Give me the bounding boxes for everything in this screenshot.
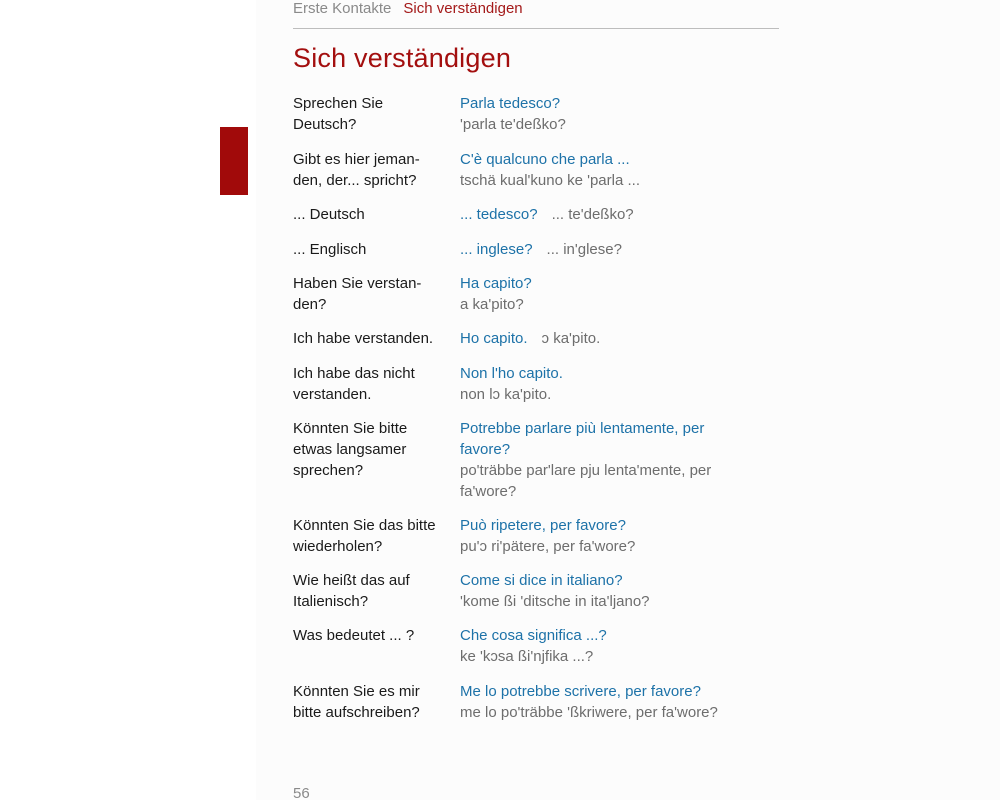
german-phrase: Haben Sie verstan- den? (293, 275, 422, 313)
pronunciation: 'parla te'deßko? (460, 116, 566, 133)
italian-phrase: Che cosa significa ...? (460, 627, 607, 644)
italian-phrase: ... tedesco? (460, 206, 538, 223)
german-phrase: Ich habe das nicht verstanden. (293, 365, 415, 403)
pronunciation: tschä kual'kuno ke 'parla ... (460, 172, 640, 189)
italian-phrase: Potrebbe parlare più lentamente, per favore? (460, 420, 705, 458)
german-phrase: Könnten Sie bitte etwas langsamer sprechen? (293, 420, 408, 479)
german-phrase: Könnten Sie es mir bitte aufschreiben? (293, 683, 420, 721)
running-header (293, 0, 779, 29)
german-phrase: Was bedeutet ... ? (293, 627, 415, 644)
german-phrase: ... Deutsch (293, 206, 365, 223)
pronunciation: ɔ ka'pito. (541, 330, 601, 347)
italian-phrase: Parla tedesco? (460, 95, 561, 112)
chapter-tab-marker (220, 127, 248, 195)
italian-phrase: Può ripetere, per favore? (460, 517, 626, 534)
italian-phrase: Ho capito. (460, 330, 528, 347)
german-phrase: Könnten Sie das bitte wiederholen? (293, 517, 436, 555)
header-current-topic: Sich verständigen (403, 0, 523, 17)
pronunciation: po'träbbe par'lare pju lenta'mente, per fa'wore? (460, 462, 712, 500)
pronunciation: ... te'deßko? (551, 206, 634, 223)
german-phrase: Gibt es hier jeman- den, der... spricht? (293, 151, 420, 189)
german-phrase: Sprechen Sie Deutsch? (293, 95, 384, 133)
italian-phrase: ... inglese? (460, 241, 533, 258)
italian-phrase: C'è qualcuno che parla ... (460, 151, 630, 168)
german-phrase: Wie heißt das auf Italienisch? (293, 572, 410, 610)
italian-phrase: Come si dice in italiano? (460, 572, 623, 589)
pronunciation: pu'ɔ ri'pätere, per fa'wore? (460, 538, 636, 555)
page-title: Sich verständigen (293, 43, 512, 73)
page-number: 56 (293, 785, 310, 802)
italian-phrase: Non l'ho capito. (460, 365, 563, 382)
pronunciation: 'kome ßi 'ditsche in ita'ljano? (460, 593, 650, 610)
italian-phrase: Me lo potrebbe scrivere, per favore? (460, 683, 701, 700)
italian-phrase: Ha capito? (460, 275, 532, 292)
german-phrase: ... Englisch (293, 241, 367, 258)
header-section: Erste Kontakte (293, 0, 392, 17)
pronunciation: ke 'kɔsa ßi'njfika ...? (460, 648, 594, 665)
german-phrase: Ich habe verstanden. (293, 330, 434, 347)
pronunciation: a ka'pito? (460, 296, 524, 313)
pronunciation: ... in'glese? (546, 241, 622, 258)
pronunciation: non lɔ ka'pito. (460, 386, 552, 403)
pronunciation: me lo po'träbbe 'ßkriwere, per fa'wore? (460, 704, 718, 721)
